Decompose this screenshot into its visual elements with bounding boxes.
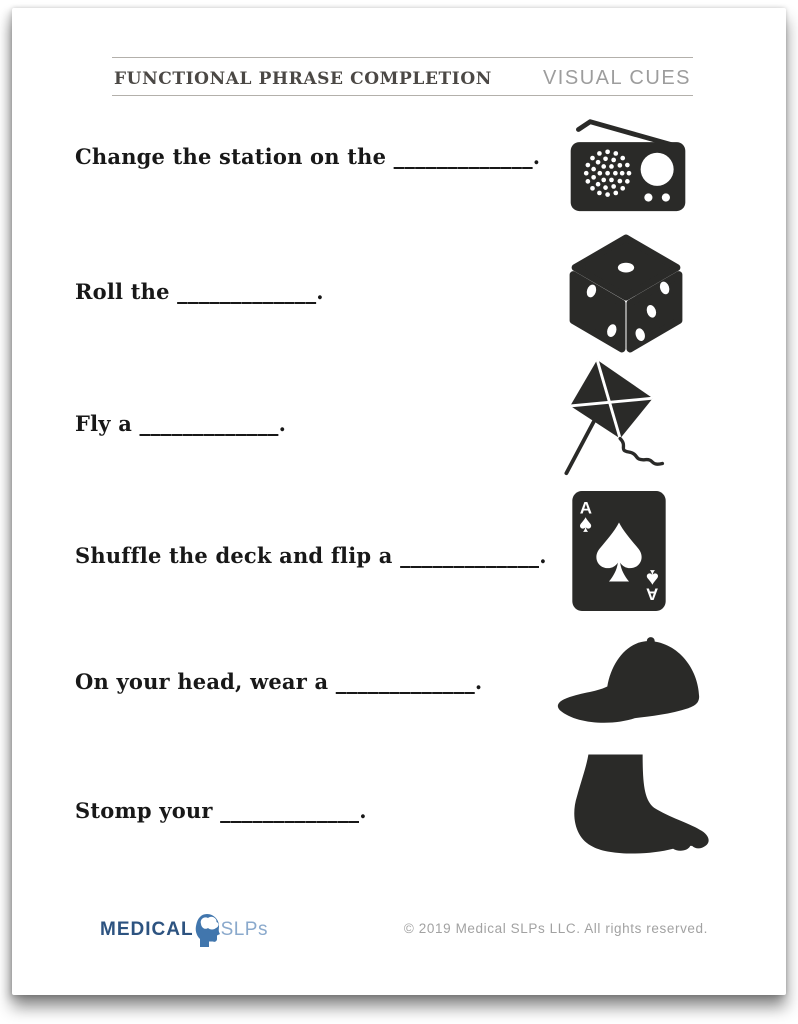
brain-head-icon: [193, 913, 223, 947]
logo-text-medical: MEDICAL: [100, 919, 194, 940]
kite-icon: [551, 356, 697, 476]
phrase-wear-a: On your head, wear a _____________.: [75, 669, 483, 694]
foot-icon: [557, 750, 714, 858]
phrase-change-station: Change the station on the _____________.: [75, 144, 541, 169]
phrase-fly-a: Fly a _____________.: [75, 411, 287, 436]
playing-card-icon: [568, 490, 670, 612]
card-rank-bottom: A: [645, 584, 659, 604]
radio-icon: [564, 112, 692, 214]
worksheet-header: [112, 57, 693, 96]
page-subtitle: VISUAL CUES: [542, 67, 691, 89]
phrase-stomp-your: Stomp your _____________.: [75, 798, 367, 823]
logo-text-slps: SLPs: [220, 919, 268, 940]
phrase-roll-the: Roll the _____________.: [75, 279, 324, 304]
paper-sheet: [12, 8, 786, 995]
page-title: FUNCTIONAL PHRASE COMPLETION: [114, 69, 492, 89]
phrase-shuffle-deck: Shuffle the deck and flip a _____________.: [75, 543, 547, 568]
baseball-cap-icon: [552, 634, 710, 740]
dice-icon: [558, 230, 694, 356]
copyright-text: © 2019 Medical SLPs LLC. All rights reserved.: [403, 921, 708, 936]
card-rank-top: A: [579, 498, 593, 518]
medical-slps-logo: [100, 909, 268, 951]
